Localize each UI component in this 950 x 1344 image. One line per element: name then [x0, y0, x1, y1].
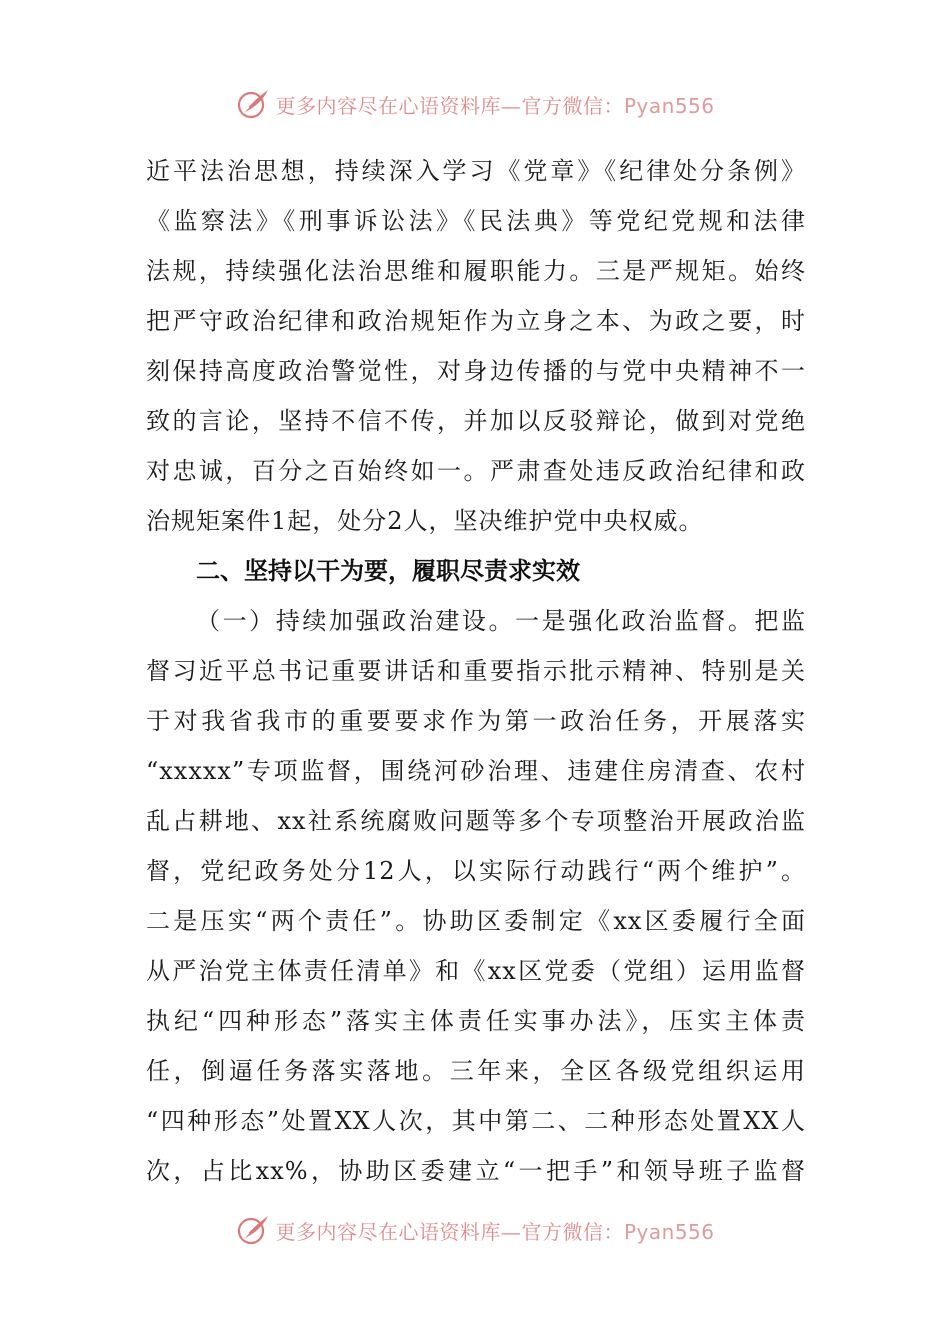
watermark-text: 更多内容尽在心语资料库—官方微信：Pyan556 — [275, 1219, 715, 1244]
text-line: 对忠诚，百分之百始终如一。严肃查处违反政治纪律和政 — [146, 457, 806, 485]
text-line: 执纪“四种形态”落实主体责任实事办法》，压实主体责 — [146, 1007, 806, 1035]
text-line: 乱占耕地、xx社系统腐败问题等多个专项整治开展政治监 — [146, 807, 806, 835]
document-body — [146, 146, 806, 1196]
watermark-wechat-id: Pyan556 — [623, 93, 715, 118]
text-line: 治规矩案件1起，处分2人，坚决维护党中央权威。 — [146, 507, 704, 535]
text-line: 刻保持高度政治警觉性，对身边传播的与党中央精神不一 — [146, 357, 806, 385]
section-heading: 二、坚持以干为要，履职尽责求实效 — [196, 557, 580, 585]
text-line: 督习近平总书记重要讲话和重要指示批示精神、特别是关 — [146, 657, 806, 685]
text-line: 督，党纪政务处分12人，以实际行动践行“两个维护”。 — [146, 857, 806, 885]
quill-logo-icon — [235, 1212, 271, 1248]
text-line: 任，倒逼任务落实落地。三年来，全区各级党组织运用 — [146, 1057, 806, 1085]
watermark-text: 更多内容尽在心语资料库—官方微信：Pyan556 — [275, 93, 715, 118]
watermark-header — [0, 84, 950, 124]
text-line: 从严治党主体责任清单》和《xx区党委（党组）运用监督 — [146, 957, 806, 985]
text-line: 近平法治思想，持续深入学习《党章》《纪律处分条例》 — [146, 157, 806, 185]
text-line: “xxxxx”专项监督，围绕河砂治理、违建住房清查、农村 — [146, 757, 806, 785]
watermark-footer — [0, 1210, 950, 1250]
text-line: 于对我省我市的重要要求作为第一政治任务，开展落实 — [146, 707, 806, 735]
text-line: “四种形态”处置XX人次，其中第二、二种形态处置XX人 — [146, 1107, 806, 1135]
text-line: 致的言论，坚持不信不传，并加以反驳辩论，做到对党绝 — [146, 407, 806, 435]
text-line: 二是压实“两个责任”。协助区委制定《xx区委履行全面 — [146, 907, 806, 935]
text-line: 把严守政治纪律和政治规矩作为立身之本、为政之要，时 — [146, 307, 806, 335]
text-line: 法规，持续强化法治思维和履职能力。三是严规矩。始终 — [146, 257, 806, 285]
watermark-wechat-id: Pyan556 — [623, 1219, 715, 1244]
text-line: 《监察法》《刑事诉讼法》《民法典》等党纪党规和法律 — [146, 207, 806, 235]
text-line: （一）持续加强政治建设。一是强化政治监督。把监 — [196, 607, 806, 635]
quill-logo-icon — [235, 86, 271, 122]
text-line: 次，占比xx%，协助区委建立“一把手”和领导班子监督 — [146, 1157, 806, 1185]
